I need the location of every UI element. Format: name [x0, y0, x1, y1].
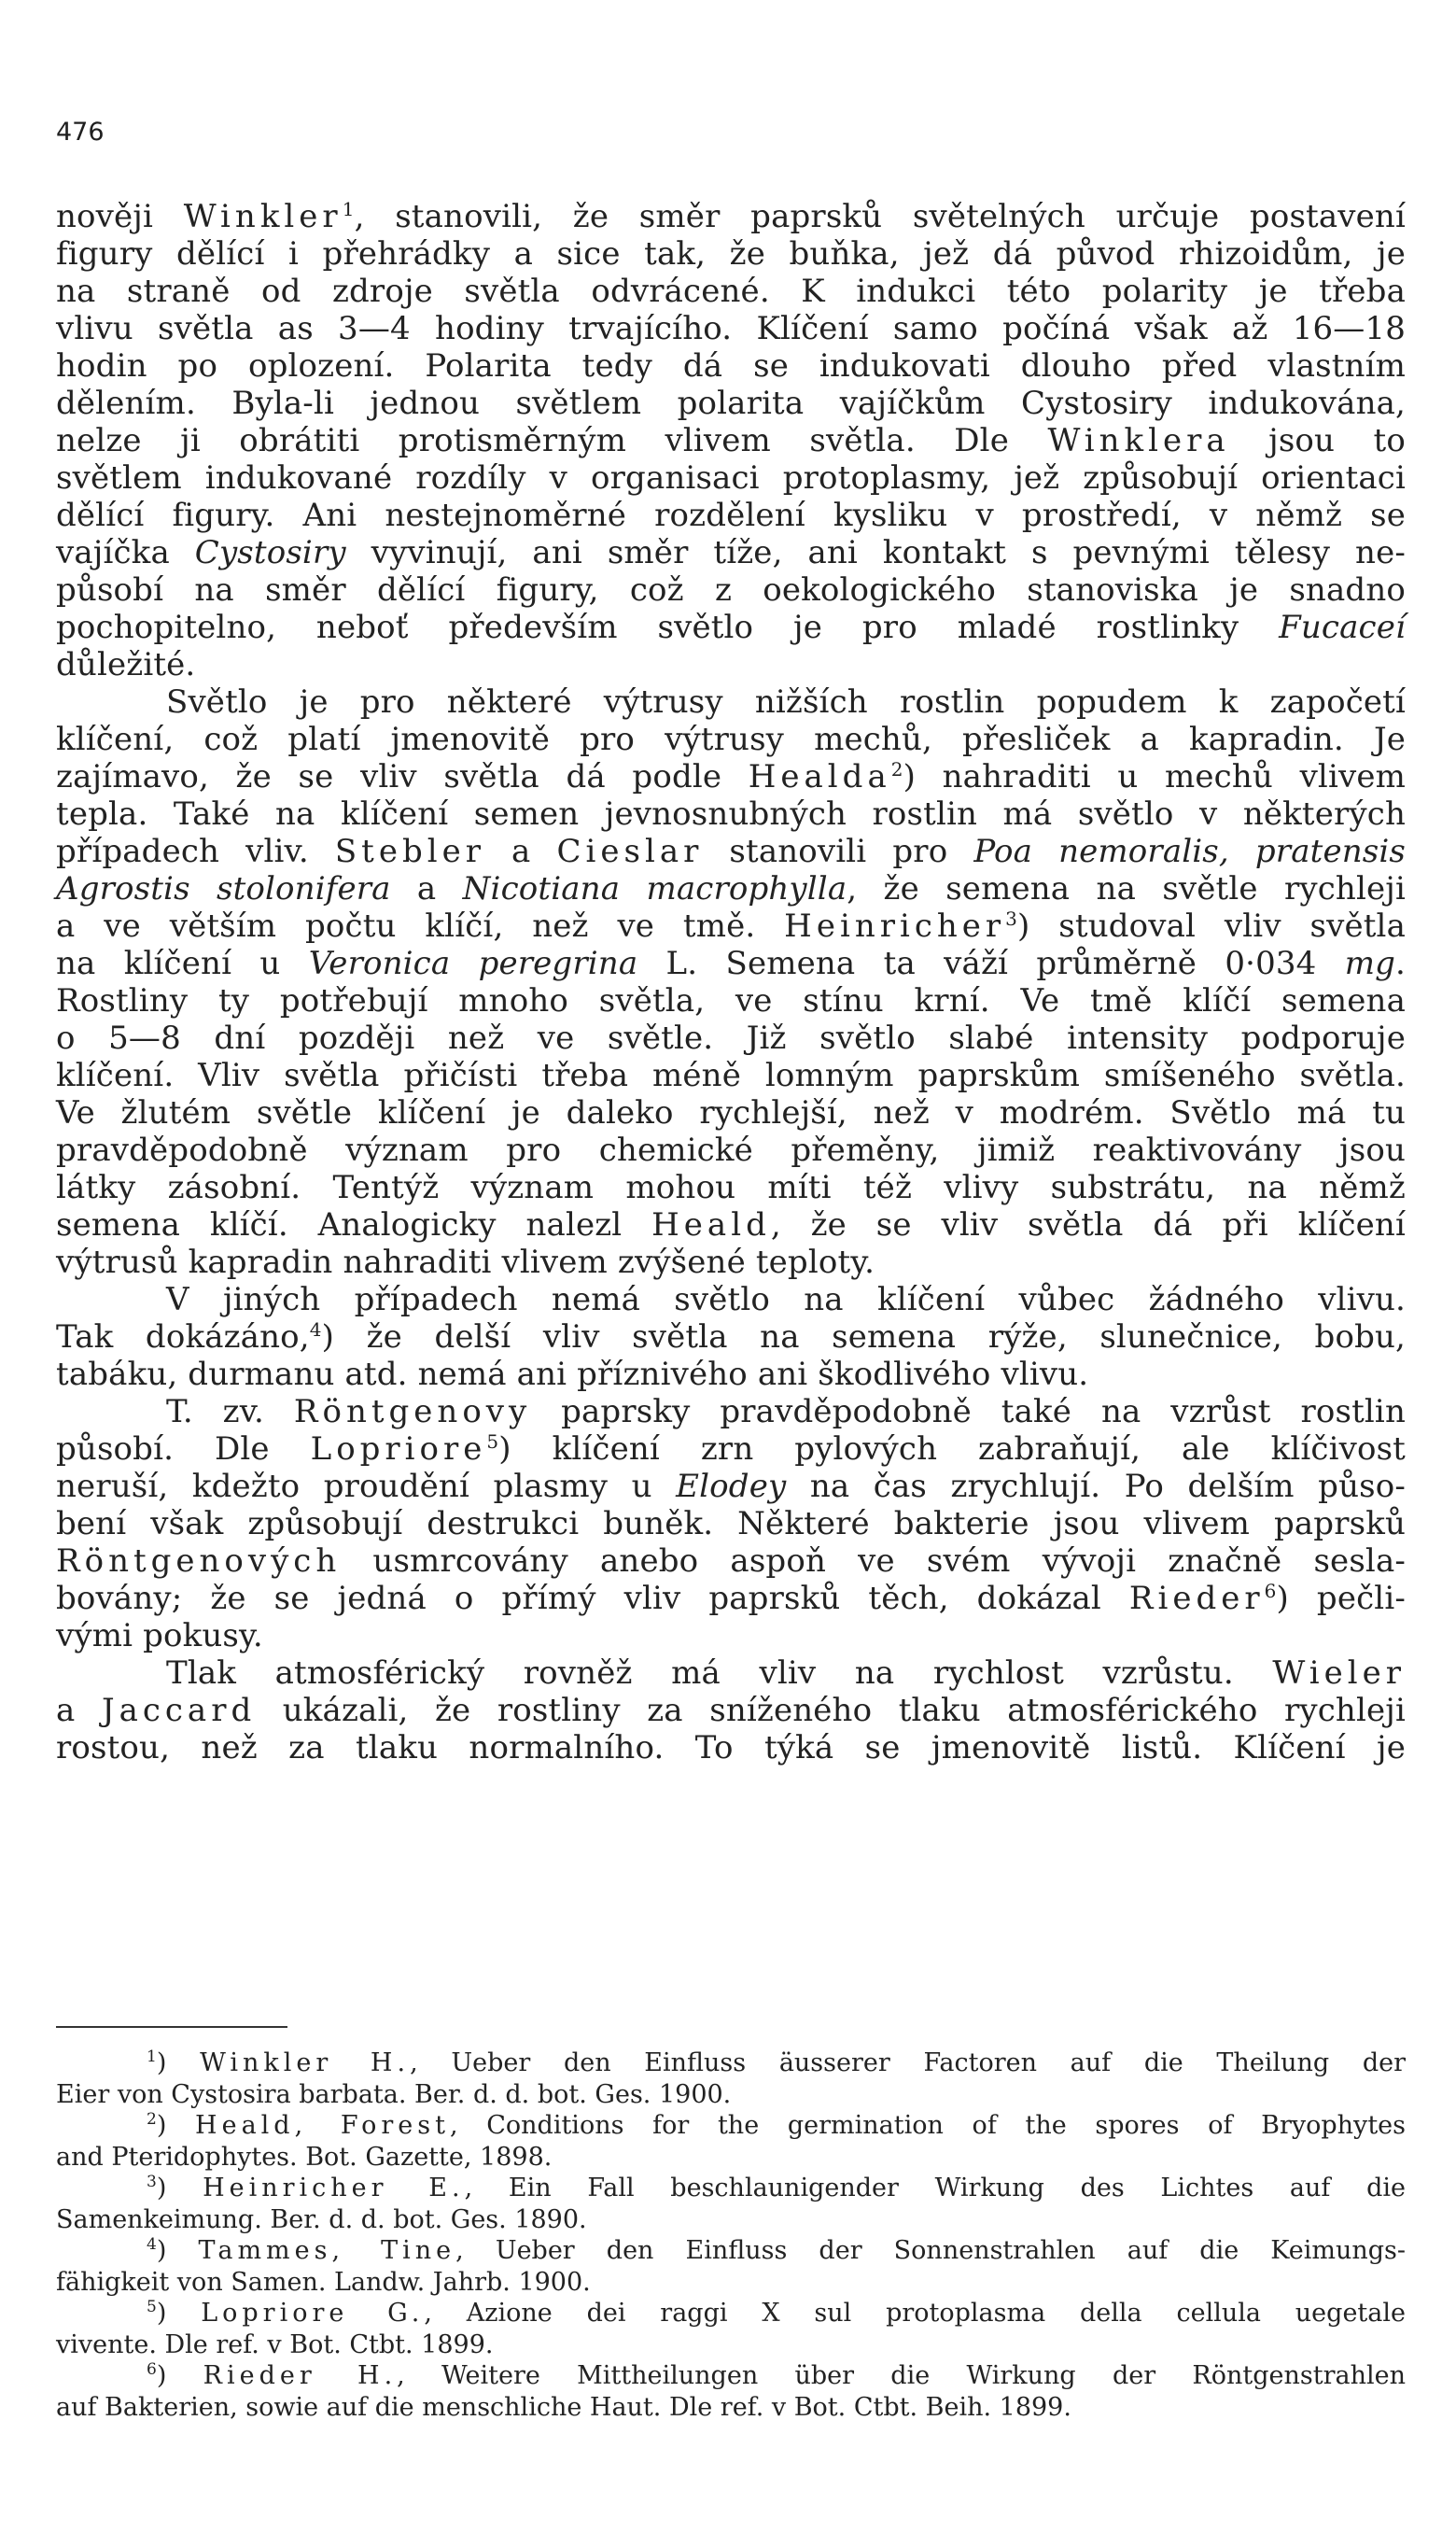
- text-line: [56, 422, 1406, 459]
- text-run: hodin po oplození. Polarita tedy dá se indukovati dlouho před vlastním: [56, 347, 1406, 385]
- spaced-name: Heinricher E.: [203, 2174, 465, 2202]
- text-line: [56, 1318, 1406, 1356]
- text-run: jsou to: [1229, 422, 1406, 459]
- text-line: [56, 1617, 1406, 1654]
- italic-term: Poa nemoralis, pratensis: [973, 833, 1406, 870]
- text-line: [56, 609, 1406, 646]
- text-line: [56, 235, 1406, 273]
- spaced-name: Tammes, Tine: [198, 2236, 456, 2265]
- text-run: nelze ji obrátiti protisměrným vlivem světla. Dle: [56, 422, 1048, 459]
- text-line: [56, 1132, 1406, 1169]
- text-run: , Weitere Mittheilungen über die Wirkung der Röntgenstrahlen: [397, 2361, 1406, 2390]
- text-run: výtrusů kapradin nahraditi vlivem zvýšené teploty.: [56, 1244, 875, 1281]
- footnote-line: [56, 2110, 1406, 2142]
- footnote-reference: 1: [342, 198, 355, 220]
- text-run: vajíčka: [56, 534, 195, 571]
- text-run: pravděpodobně význam pro chemické přeměny, jimiž reaktivovány jsou: [56, 1132, 1406, 1169]
- italic-term: Cystosiry: [194, 534, 346, 571]
- text-run: auf Bakterien, sowie auf die menschliche Haut. Dle ref. v Bot. Ctbt. Beih. 1899.: [56, 2392, 1071, 2422]
- text-run: paprsky pravděpodobně také na vzrůst rostlin: [531, 1393, 1406, 1430]
- text-run: ) pečli-: [1276, 1580, 1406, 1617]
- text-line: [56, 982, 1406, 1020]
- text-line: [56, 1281, 1406, 1318]
- text-line: [56, 497, 1406, 534]
- spaced-name: Heald, Forest: [195, 2111, 450, 2140]
- footnote-line: [56, 2235, 1406, 2267]
- footnote-line: [56, 2047, 1406, 2079]
- spaced-name: Rieder H.: [203, 2361, 398, 2390]
- italic-term: Agrostis stolonifera: [56, 870, 391, 908]
- text-line: [56, 1729, 1406, 1766]
- text-run: na straně od zdroje světla odvrácené. K indukci této polarity je třeba: [56, 273, 1406, 310]
- text-run: , že semena na světle rychleji: [847, 870, 1406, 908]
- text-run: Tak dokázáno,: [56, 1318, 310, 1356]
- text-run: ) studoval vliv světla: [1017, 908, 1406, 945]
- text-run: Rostliny ty potřebují mnoho světla, ve stínu krní. Ve tmě klíčí semena: [56, 982, 1406, 1020]
- text-run: a ve větším počtu klíčí, než ve tmě.: [56, 908, 785, 945]
- text-line: [56, 1468, 1406, 1505]
- text-line: [56, 1356, 1406, 1393]
- text-run: pochopitelno, neboť především světlo je pro mladé rostlinky: [56, 609, 1280, 646]
- footnote-reference: 5: [486, 1430, 499, 1453]
- text-line: [56, 459, 1406, 497]
- text-line: [56, 721, 1406, 758]
- text-line: [56, 1057, 1406, 1094]
- spaced-name: Winkler: [183, 198, 343, 235]
- text-run: látky zásobní. Tentýž význam mohou míti též vlivy substrátu, na němž: [56, 1169, 1406, 1206]
- text-run: na čas zrychlují. Po delším půso-: [786, 1468, 1406, 1505]
- text-run: rostou, než za tlaku normalního. To týká se jmenovitě listů. Klíčení je: [56, 1729, 1406, 1766]
- text-run: působí na směr dělící figury, což z oekologického stanoviska je snadno: [56, 571, 1406, 609]
- text-run: vivente. Dle ref. v Bot. Ctbt. 1899.: [56, 2329, 494, 2359]
- footnote-paren: ): [156, 2174, 203, 2202]
- text-line: [56, 1206, 1406, 1244]
- text-line: [56, 945, 1406, 982]
- text-run: Tlak atmosférický rovněž má vliv na rychlost vzrůstu.: [166, 1654, 1273, 1692]
- page-number: 476: [56, 118, 105, 147]
- spaced-name: Winklera: [1047, 422, 1230, 459]
- text-line: [56, 833, 1406, 870]
- spaced-name: Cieslar: [556, 833, 704, 870]
- spaced-name: Wieler: [1272, 1654, 1406, 1692]
- footnote-number: 5: [147, 2298, 157, 2316]
- text-run: působí. Dle: [56, 1430, 311, 1468]
- text-line: [56, 908, 1406, 945]
- footnote-line: [56, 2360, 1406, 2392]
- footnote-paren: ): [156, 2299, 202, 2328]
- text-run: případech vliv.: [56, 833, 335, 870]
- text-line: [56, 758, 1406, 795]
- text-run: , Ein Fall beschlaunigender Wirkung des Lichtes auf die: [464, 2174, 1406, 2202]
- text-line: [56, 347, 1406, 385]
- text-run: zajímavo, že se vliv světla dá podle: [56, 758, 749, 795]
- spaced-name: Röntgenových: [56, 1542, 342, 1580]
- text-run: a: [390, 870, 463, 908]
- text-run: L. Semena ta váží průměrně 0·034: [637, 945, 1345, 982]
- footnote-line: [56, 2173, 1406, 2204]
- spaced-name: Rieder: [1128, 1580, 1265, 1617]
- text-run: .: [1395, 945, 1407, 982]
- text-line: [56, 385, 1406, 422]
- text-run: vými pokusy.: [56, 1617, 263, 1654]
- text-run: ) že delší vliv světla na semena rýže, slunečnice, bobu,: [321, 1318, 1406, 1356]
- text-line: [56, 1654, 1406, 1692]
- text-line: [56, 1244, 1406, 1281]
- text-run: , Ueber den Einfluss der Sonnenstrahlen auf die Keimungs-: [455, 2236, 1406, 2265]
- text-run: klíčení. Vliv světla přičísti třeba méně lomným paprskům smíšeného světla.: [56, 1057, 1406, 1094]
- text-run: a: [56, 1692, 102, 1729]
- text-run: , Azione dei raggi X sul protoplasma della cellula uegetale: [424, 2299, 1406, 2328]
- text-line: [56, 1169, 1406, 1206]
- text-run: neruší, kdežto proudění plasmy u: [56, 1468, 677, 1505]
- spaced-name: Heald: [651, 1206, 771, 1244]
- footnote-line: [56, 2392, 1406, 2424]
- text-run: , Conditions for the germination of the spores of Bryophytes: [449, 2111, 1406, 2140]
- text-line: [56, 310, 1406, 347]
- text-run: stanovili pro: [703, 833, 974, 870]
- text-line: [56, 1393, 1406, 1430]
- text-run: světlem indukované rozdíly v organisaci protoplasmy, jež způsobují orientaci: [56, 459, 1406, 497]
- text-run: Samenkeimung. Ber. d. d. bot. Ges. 1890.: [56, 2204, 587, 2234]
- footnote-reference: 4: [309, 1318, 322, 1341]
- text-run: Světlo je pro některé výtrusy nižších rostlin popudem k započetí: [166, 683, 1406, 721]
- text-line: [56, 1094, 1406, 1132]
- footnote-line: [56, 2142, 1406, 2174]
- text-run: T. zv.: [166, 1393, 294, 1430]
- text-line: [56, 273, 1406, 310]
- spaced-name: Stebler: [334, 833, 485, 870]
- text-run: Eier von Cystosira barbata. Ber. d. d. bot. Ges. 1900.: [56, 2079, 732, 2109]
- text-run: ukázali, že rostliny za sníženého tlaku atmosférického rychleji: [256, 1692, 1406, 1729]
- text-run: , že se vliv světla dá při klíčení: [770, 1206, 1406, 1244]
- text-run: V jiných případech nemá světlo na klíčení vůbec žádného vlivu.: [166, 1281, 1406, 1318]
- spaced-name: Lopriore: [310, 1430, 487, 1468]
- text-run: vlivu světla as 3—4 hodiny trvajícího. Klíčení samo počíná však až 16—18: [56, 310, 1406, 347]
- footnote-line: [56, 2298, 1406, 2329]
- text-run: bovány; že se jedná o přímý vliv paprsků těch, dokázal: [56, 1580, 1129, 1617]
- text-line: [56, 646, 1406, 683]
- text-run: o 5—8 dní později než ve světle. Již světlo slabé intensity podporuje: [56, 1020, 1406, 1057]
- text-run: tabáku, durmanu atd. nemá ani příznivého ani škodlivého vlivu.: [56, 1356, 1089, 1393]
- text-run: tepla. Také na klíčení semen jevnosnubných rostlin má světlo v některých: [56, 795, 1406, 833]
- text-line: [56, 1505, 1406, 1542]
- footnote-number: 1: [147, 2047, 157, 2066]
- text-run: nověji: [56, 198, 184, 235]
- footnote-reference: 2: [890, 758, 903, 781]
- italic-term: Nicotiana macrophylla: [462, 870, 847, 908]
- footnote-reference: 3: [1005, 908, 1018, 930]
- footnote-line: [56, 2329, 1406, 2361]
- text-line: [56, 534, 1406, 571]
- body-text: [56, 198, 1406, 1766]
- footnote-paren: ): [156, 2111, 196, 2140]
- spaced-name: Jaccard: [101, 1692, 257, 1729]
- footnotes: [56, 2047, 1406, 2423]
- text-run: ) nahraditi u mechů vlivem: [903, 758, 1406, 795]
- italic-term: Elodey: [676, 1468, 787, 1505]
- text-run: and Pteridophytes. Bot. Gazette, 1898.: [56, 2142, 553, 2172]
- text-run: usmrcovány anebo aspoň ve svém vývoji značně sesla-: [341, 1542, 1406, 1580]
- text-run: Ve žlutém světle klíčení je daleko rychlejší, než v modrém. Světlo má tu: [56, 1094, 1406, 1132]
- spaced-name: Winkler H.: [200, 2048, 411, 2077]
- text-run: ) klíčení zrn pylových zabraňují, ale klíčivost: [498, 1430, 1406, 1468]
- footnote-number: 4: [147, 2235, 157, 2254]
- spaced-name: Healda: [748, 758, 891, 795]
- text-run: figury dělící i přehrádky a sice tak, že buňka, jež dá původ rhizoidům, je: [56, 235, 1406, 273]
- footnote-line: [56, 2204, 1406, 2236]
- text-run: na klíčení u: [56, 945, 309, 982]
- italic-term: Fucaceí: [1279, 609, 1406, 646]
- text-line: [56, 1580, 1406, 1617]
- footnote-reference: 6: [1264, 1580, 1277, 1602]
- italic-term: mg: [1344, 945, 1396, 982]
- text-line: [56, 683, 1406, 721]
- spaced-name: Heinricher: [784, 908, 1006, 945]
- footnote-number: 3: [147, 2173, 157, 2191]
- text-line: [56, 795, 1406, 833]
- text-run: vyvinují, ani směr tíže, ani kontakt s pevnými tělesy ne-: [345, 534, 1406, 571]
- footnote-line: [56, 2267, 1406, 2299]
- text-run: , Ueber den Einfluss äusserer Factoren auf die Theilung der: [410, 2048, 1406, 2077]
- text-run: klíčení, což platí jmenovitě pro výtrusy mechů, přesliček a kapradin. Je: [56, 721, 1406, 758]
- text-line: [56, 1542, 1406, 1580]
- spaced-name: Röntgenovy: [293, 1393, 532, 1430]
- footnote-paren: ): [156, 2048, 201, 2077]
- text-line: [56, 198, 1406, 235]
- footnote-number: 2: [147, 2110, 157, 2129]
- text-line: [56, 571, 1406, 609]
- footnote-paren: ): [156, 2236, 199, 2265]
- footnote-line: [56, 2079, 1406, 2111]
- spaced-name: Lopriore G.: [201, 2299, 425, 2328]
- footnote-number: 6: [147, 2360, 157, 2379]
- italic-term: Veronica peregrina: [308, 945, 638, 982]
- text-run: dělením. Byla-li jednou světlem polarita vajíčkům Cystosiry indukována,: [56, 385, 1406, 422]
- text-run: bení však způsobují destrukci buněk. Některé bakterie jsou vlivem paprsků: [56, 1505, 1406, 1542]
- text-line: [56, 870, 1406, 908]
- text-line: [56, 1430, 1406, 1468]
- text-run: , stanovili, že směr paprsků světelných určuje postavení: [354, 198, 1406, 235]
- footnote-separator: [56, 2026, 287, 2028]
- text-run: dělící figury. Ani nestejnoměrné rozdělení kysliku v prostředí, v němž se: [56, 497, 1406, 534]
- footnote-paren: ): [156, 2361, 203, 2390]
- text-run: fähigkeit von Samen. Landw. Jahrb. 1900.: [56, 2267, 591, 2297]
- text-run: důležité.: [56, 646, 196, 683]
- text-line: [56, 1692, 1406, 1729]
- text-line: [56, 1020, 1406, 1057]
- text-run: a: [484, 833, 557, 870]
- text-run: semena klíčí. Analogicky nalezl: [56, 1206, 652, 1244]
